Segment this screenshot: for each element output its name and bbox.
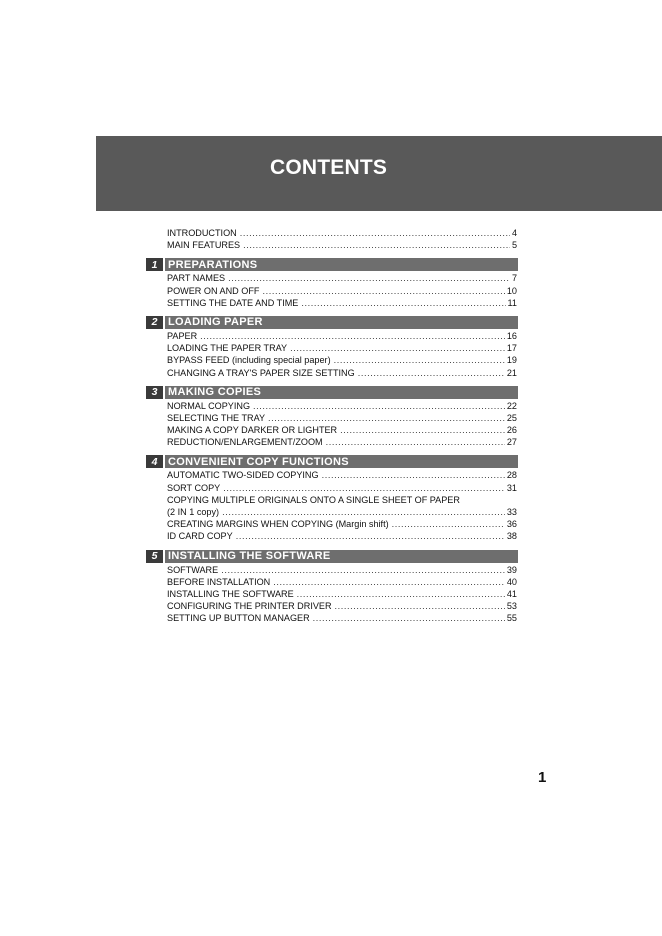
- toc-entry[interactable]: [167, 367, 517, 379]
- toc-entry-page: 53: [506, 601, 517, 612]
- toc-entry-page: 5: [511, 240, 517, 251]
- toc-entry[interactable]: [167, 600, 517, 612]
- toc-entry-page: 11: [507, 297, 517, 308]
- section-title: PREPARATIONS: [165, 258, 518, 271]
- toc-entry-label: SOFTWARE: [167, 564, 219, 575]
- toc-entry-page: 21: [506, 367, 517, 378]
- toc-entry[interactable]: [167, 412, 517, 424]
- dot-leader: [262, 285, 504, 297]
- section-title: CONVENIENT COPY FUNCTIONS: [165, 455, 518, 468]
- section-title: LOADING PAPER: [165, 316, 518, 329]
- toc-entry-label: PAPER: [167, 330, 198, 341]
- toc-entry-label: (2 IN 1 copy): [167, 507, 220, 517]
- section-title: MAKING COPIES: [165, 386, 518, 399]
- toc-entry-page: 26: [506, 425, 517, 436]
- toc-entry-label: MAKING A COPY DARKER OR LIGHTER: [167, 425, 338, 436]
- dot-leader: [326, 436, 505, 448]
- toc-entry[interactable]: [167, 530, 517, 542]
- toc-entry-label: MAIN FEATURES: [167, 240, 241, 251]
- toc-entry[interactable]: [167, 436, 517, 448]
- toc-entry-line2: [167, 506, 517, 518]
- section-header[interactable]: [146, 550, 518, 563]
- dot-leader: [335, 600, 505, 612]
- toc-entry-label: LOADING THE PAPER TRAY: [167, 343, 288, 354]
- toc-entry[interactable]: [167, 239, 517, 251]
- toc-entry-label: BYPASS FEED (including special paper): [167, 355, 331, 366]
- toc-entry-page: 33: [506, 507, 517, 517]
- toc-entry[interactable]: [167, 285, 517, 297]
- toc-entry-page: 28: [506, 470, 517, 481]
- dot-leader: [268, 412, 505, 424]
- section-number: 4: [146, 455, 163, 468]
- toc-entry-label: INTRODUCTION: [167, 228, 237, 238]
- dot-leader: [253, 400, 505, 412]
- toc-entry-label: BEFORE INSTALLATION: [167, 576, 271, 587]
- toc-entry-page: 7: [511, 273, 517, 284]
- toc-entry[interactable]: [167, 469, 517, 481]
- toc-entry[interactable]: [167, 272, 517, 284]
- section-number: 1: [146, 258, 163, 271]
- toc-entry[interactable]: [167, 482, 517, 494]
- dot-leader: [301, 297, 505, 309]
- dot-leader: [334, 354, 505, 366]
- toc-entry-page: 36: [506, 519, 517, 530]
- toc-entry-page: 19: [506, 355, 517, 366]
- toc-entry-page: 39: [506, 564, 517, 575]
- toc-entry-page: 31: [506, 482, 517, 493]
- dot-leader: [313, 612, 505, 624]
- toc-entry-page: 25: [506, 412, 517, 423]
- toc-entry-label: SETTING UP BUTTON MANAGER: [167, 613, 310, 624]
- toc-entry-label: CONFIGURING THE PRINTER DRIVER: [167, 601, 332, 612]
- toc-entry[interactable]: [167, 518, 517, 530]
- dot-leader: [240, 227, 510, 239]
- section-header[interactable]: [146, 316, 518, 329]
- toc-entry-page: 17: [506, 343, 517, 354]
- dot-leader: [340, 424, 505, 436]
- toc-entry-page: 10: [506, 285, 517, 296]
- dot-leader: [243, 239, 510, 251]
- toc-entry[interactable]: [167, 354, 517, 366]
- section-number: 5: [146, 550, 163, 563]
- dot-leader: [228, 272, 510, 284]
- section-header[interactable]: [146, 386, 518, 399]
- section-header[interactable]: [146, 258, 518, 271]
- toc-entry-label: CHANGING A TRAY'S PAPER SIZE SETTING: [167, 367, 355, 378]
- dot-leader: [322, 469, 505, 481]
- dot-leader: [236, 530, 505, 542]
- toc-entry-page: 16: [506, 330, 517, 341]
- toc-entry-multiline[interactable]: [167, 494, 517, 518]
- section-number: 3: [146, 386, 163, 399]
- dot-leader: [290, 342, 505, 354]
- toc-entry-label: SORT COPY: [167, 482, 221, 493]
- dot-leader: [222, 506, 505, 518]
- page-title: CONTENTS: [270, 156, 388, 179]
- toc-entry-page: 41: [506, 588, 517, 599]
- dot-leader: [273, 576, 505, 588]
- toc-entry[interactable]: [167, 612, 517, 624]
- toc-entry-label: POWER ON AND OFF: [167, 285, 260, 296]
- dot-leader: [221, 564, 505, 576]
- toc-entry[interactable]: [167, 588, 517, 600]
- toc-entry-page: 40: [506, 576, 517, 587]
- dot-leader: [392, 518, 505, 530]
- toc-entry-label: CREATING MARGINS WHEN COPYING (Margin shift): [167, 519, 389, 530]
- table-of-contents: [146, 227, 518, 625]
- section-header[interactable]: [146, 455, 518, 468]
- toc-entry-label: PART NAMES: [167, 273, 226, 284]
- toc-entry-label: AUTOMATIC TWO-SIDED COPYING: [167, 470, 319, 481]
- toc-entry-label: SELECTING THE TRAY: [167, 412, 266, 423]
- toc-entry-label: SETTING THE DATE AND TIME: [167, 297, 299, 308]
- toc-entry[interactable]: [167, 297, 517, 309]
- dot-leader: [200, 330, 505, 342]
- toc-entry-page: 4: [511, 228, 517, 238]
- toc-entry-label: NORMAL COPYING: [167, 400, 251, 411]
- section-number: 2: [146, 316, 163, 329]
- toc-entry-label: REDUCTION/ENLARGEMENT/ZOOM: [167, 437, 323, 448]
- toc-entry-page: 27: [506, 437, 517, 448]
- toc-entry[interactable]: [167, 564, 517, 576]
- toc-entry-page: 38: [506, 531, 517, 542]
- section-title: INSTALLING THE SOFTWARE: [165, 550, 518, 563]
- toc-entry-label: INSTALLING THE SOFTWARE: [167, 588, 294, 599]
- dot-leader: [223, 482, 505, 494]
- toc-entry-label: ID CARD COPY: [167, 531, 233, 542]
- toc-entry[interactable]: [167, 342, 517, 354]
- page-number: 1: [538, 769, 547, 786]
- toc-entry-page: 55: [506, 613, 517, 624]
- toc-entry-page: 22: [506, 400, 517, 411]
- dot-leader: [358, 367, 505, 379]
- dot-leader: [297, 588, 505, 600]
- toc-entry[interactable]: [167, 330, 517, 342]
- toc-entry[interactable]: [167, 424, 517, 436]
- toc-entry[interactable]: [167, 576, 517, 588]
- toc-entry[interactable]: [167, 227, 517, 239]
- toc-entry[interactable]: [167, 400, 517, 412]
- toc-entry-label-line1: COPYING MULTIPLE ORIGINALS ONTO A SINGLE SHEET OF PAPER: [167, 494, 460, 505]
